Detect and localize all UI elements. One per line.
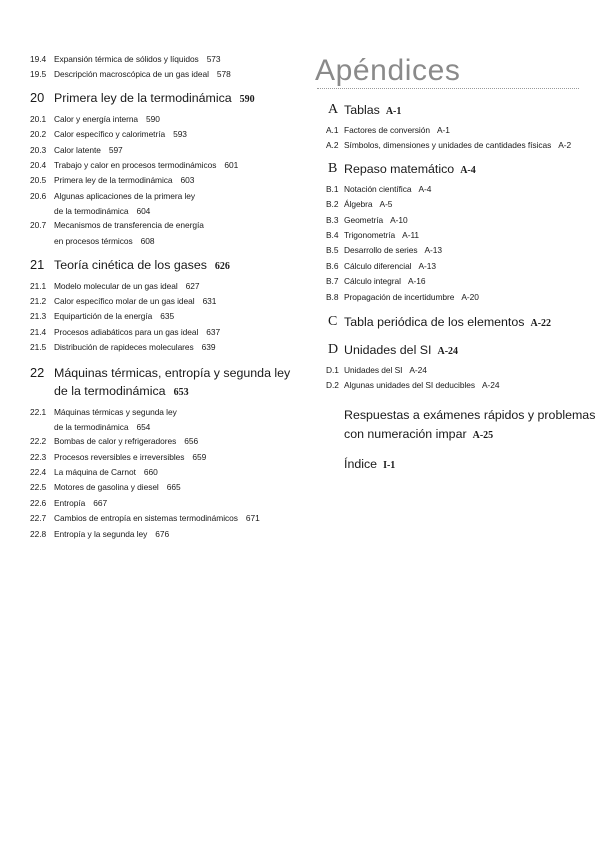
page-number: A-5 bbox=[379, 199, 393, 210]
appendix-page: A-24 bbox=[437, 346, 459, 358]
toc-entry[interactable] bbox=[317, 259, 579, 274]
section-title: Bombas de calor y refrigeradores bbox=[54, 436, 177, 447]
page-number: A-16 bbox=[407, 276, 426, 287]
section-title: Calor específico y calorimetría bbox=[54, 129, 166, 140]
toc-entry[interactable] bbox=[30, 189, 300, 218]
section-title: Notación científica bbox=[344, 183, 412, 194]
section-title: Máquinas térmicas y segunda ley bbox=[54, 406, 177, 417]
toc-entry[interactable] bbox=[317, 243, 579, 258]
page-number: 578 bbox=[216, 69, 231, 80]
page-number: A-1 bbox=[436, 125, 450, 135]
toc-entry[interactable] bbox=[30, 434, 300, 449]
section-title: Algunas aplicaciones de la primera ley bbox=[54, 190, 196, 201]
page-number: A-24 bbox=[482, 380, 500, 391]
section-number: 21.5 bbox=[30, 342, 47, 353]
page-number: 676 bbox=[155, 528, 170, 539]
section-number: 19.5 bbox=[30, 69, 47, 80]
page-number: 608 bbox=[140, 235, 155, 246]
index-page: I-1 bbox=[383, 459, 396, 471]
section-title: Motores de gasolina y diesel bbox=[54, 482, 159, 493]
page-number: 671 bbox=[245, 513, 260, 524]
chapter-page: 590 bbox=[239, 93, 255, 105]
toc-entry[interactable] bbox=[30, 465, 300, 480]
appendix-heading-d[interactable] bbox=[317, 341, 579, 361]
chapter-heading-20[interactable] bbox=[30, 89, 300, 109]
page-number: 627 bbox=[185, 280, 200, 291]
section-title: Trigonometría bbox=[344, 230, 396, 241]
toc-entry[interactable] bbox=[317, 274, 579, 289]
toc-entry[interactable] bbox=[30, 496, 300, 511]
section-title: Calor específico molar de un gas ideal bbox=[54, 296, 195, 307]
dotted-rule bbox=[317, 88, 579, 89]
section-number: D.1 bbox=[326, 365, 339, 376]
section-title-continued: de la termodinámica bbox=[54, 206, 129, 217]
chapter-heading-22[interactable] bbox=[30, 364, 300, 402]
page-number: A-24 bbox=[409, 365, 427, 376]
chapter-page: 626 bbox=[214, 260, 230, 272]
toc-entry[interactable] bbox=[30, 450, 300, 465]
toc-entry[interactable] bbox=[30, 143, 300, 158]
appendix-page: A-22 bbox=[530, 318, 552, 330]
toc-entry[interactable] bbox=[30, 405, 300, 434]
section-number: 20.2 bbox=[30, 129, 47, 140]
section-number: B.6 bbox=[326, 260, 339, 271]
toc-entry[interactable] bbox=[30, 340, 300, 355]
page-number: 573 bbox=[206, 54, 221, 64]
section-number: 20.7 bbox=[30, 220, 47, 231]
section-title: Unidades del SI bbox=[344, 365, 403, 376]
toc-left-column bbox=[30, 52, 300, 542]
section-title: Trabajo y calor en procesos termodinámicos bbox=[54, 160, 217, 171]
section-number: 21.2 bbox=[30, 296, 47, 307]
section-title: Modelo molecular de un gas ideal bbox=[54, 280, 178, 291]
toc-entry[interactable] bbox=[30, 480, 300, 495]
section-number: 22.1 bbox=[30, 406, 47, 417]
chapter-page: 653 bbox=[173, 386, 189, 398]
toc-entry[interactable] bbox=[317, 290, 579, 305]
appendix-title: Tabla periódica de los elementos bbox=[344, 315, 525, 330]
toc-entry[interactable] bbox=[30, 325, 300, 340]
toc-entry[interactable] bbox=[30, 527, 300, 542]
page-number: 601 bbox=[224, 160, 239, 171]
toc-entry[interactable] bbox=[317, 123, 579, 138]
section-number: 22.2 bbox=[30, 436, 47, 447]
toc-entry[interactable] bbox=[30, 112, 300, 127]
page-number: 604 bbox=[136, 206, 151, 217]
toc-entry[interactable] bbox=[317, 213, 579, 228]
page-number: 665 bbox=[166, 482, 181, 493]
answers-title: Respuestas a exámenes rápidos y problemas bbox=[344, 407, 596, 422]
page-number: A-11 bbox=[402, 230, 420, 241]
chapter-title: Máquinas térmicas, entropía y segunda ley bbox=[54, 365, 291, 380]
appendix-letter: A bbox=[328, 102, 339, 117]
page-number: 590 bbox=[146, 113, 160, 124]
page-number: 656 bbox=[184, 436, 199, 447]
appendix-heading-b[interactable] bbox=[317, 160, 579, 180]
answers-page: A-25 bbox=[472, 429, 494, 441]
page-number: 659 bbox=[192, 451, 207, 462]
section-number: B.2 bbox=[326, 199, 339, 210]
section-number: A.1 bbox=[326, 125, 339, 135]
page-number: A-20 bbox=[461, 291, 479, 302]
section-number: D.2 bbox=[326, 380, 339, 391]
toc-entry[interactable] bbox=[30, 218, 300, 247]
chapter-title: Primera ley de la termodinámica bbox=[54, 90, 232, 105]
section-number: B.7 bbox=[326, 276, 339, 287]
section-number: 22.7 bbox=[30, 513, 47, 524]
section-number: 21.3 bbox=[30, 311, 47, 322]
toc-right-column bbox=[315, 54, 596, 475]
page-number: A-2 bbox=[558, 140, 572, 151]
section-title: Cambios de entropía en sistemas termodinámicos bbox=[54, 513, 238, 524]
appendices-title: Apéndices bbox=[315, 54, 461, 87]
section-number: 22.3 bbox=[30, 451, 47, 462]
section-title: Entropía bbox=[54, 497, 86, 508]
page-number: A-13 bbox=[424, 245, 442, 256]
appendix-page: A-1 bbox=[385, 106, 402, 117]
page-number: A-10 bbox=[390, 214, 408, 225]
appendix-title: Unidades del SI bbox=[344, 343, 432, 358]
toc-entry[interactable] bbox=[317, 378, 579, 393]
section-title: Expansión térmica de sólidos y líquidos bbox=[54, 54, 199, 64]
section-number: 19.4 bbox=[30, 54, 47, 64]
section-title: Cálculo diferencial bbox=[344, 260, 412, 271]
section-number: 22.5 bbox=[30, 482, 47, 493]
chapter-number: 20 bbox=[30, 89, 45, 105]
section-title: Descripción macroscópica de un gas ideal bbox=[54, 69, 209, 80]
section-title: Calor latente bbox=[54, 144, 101, 155]
chapter-number: 22 bbox=[30, 364, 45, 380]
page-number: A-13 bbox=[418, 260, 436, 271]
section-title: Símbolos, dimensiones y unidades de cantidades físicas bbox=[344, 140, 552, 151]
section-number: B.3 bbox=[326, 214, 339, 225]
chapter-number: 21 bbox=[30, 256, 45, 272]
section-number: B.4 bbox=[326, 230, 339, 241]
section-title: Distribución de rapideces moleculares bbox=[54, 342, 194, 353]
chapter-title: Teoría cinética de los gases bbox=[54, 257, 207, 272]
toc-entry[interactable] bbox=[30, 173, 300, 188]
page-number: 593 bbox=[173, 129, 187, 140]
toc-entry[interactable] bbox=[30, 158, 300, 173]
section-number: B.8 bbox=[326, 291, 339, 302]
section-number: 22.4 bbox=[30, 466, 47, 477]
page-number: 631 bbox=[202, 296, 217, 307]
section-number: 21.4 bbox=[30, 326, 47, 337]
page-number: 667 bbox=[93, 497, 108, 508]
section-title-continued: de la termodinámica bbox=[54, 422, 129, 433]
section-number: 20.3 bbox=[30, 144, 47, 155]
index-title: Índice bbox=[344, 456, 378, 471]
page-number: 603 bbox=[180, 175, 195, 186]
toc-entry[interactable] bbox=[30, 511, 300, 526]
section-title: Mecanismos de transferencia de energía bbox=[54, 220, 204, 231]
page-number: 637 bbox=[206, 326, 221, 337]
section-title: Procesos adiabáticos para un gas ideal bbox=[54, 326, 199, 337]
section-title: Propagación de incertidumbre bbox=[344, 291, 455, 302]
answers-heading[interactable] bbox=[317, 406, 596, 445]
appendix-letter: D bbox=[328, 342, 339, 358]
page-number: 635 bbox=[160, 311, 175, 322]
section-title: Algunas unidades del SI deducibles bbox=[344, 380, 475, 391]
toc-entry[interactable] bbox=[30, 309, 300, 324]
section-title: Cálculo integral bbox=[344, 276, 401, 287]
appendix-letter: B bbox=[328, 160, 338, 176]
page-number: 597 bbox=[108, 144, 123, 155]
section-title: Calor y energía interna bbox=[54, 113, 139, 124]
section-title: Factores de conversión bbox=[344, 125, 430, 135]
section-number: 22.6 bbox=[30, 497, 47, 508]
page-number: 654 bbox=[136, 422, 151, 433]
index-heading[interactable] bbox=[317, 455, 579, 475]
section-number: 20.6 bbox=[30, 190, 47, 201]
toc-entry[interactable] bbox=[317, 182, 579, 197]
section-title: Entropía y la segunda ley bbox=[54, 528, 148, 539]
section-title: Equipartición de la energía bbox=[54, 311, 153, 322]
page-number: 639 bbox=[201, 342, 216, 353]
appendix-title: Repaso matemático bbox=[344, 161, 455, 176]
section-number: 21.1 bbox=[30, 280, 47, 291]
section-number: 20.1 bbox=[30, 113, 47, 124]
toc-entry[interactable] bbox=[317, 138, 579, 153]
appendix-page: A-4 bbox=[460, 164, 476, 176]
section-title: Procesos reversibles e irreversibles bbox=[54, 451, 185, 462]
page-number: 660 bbox=[143, 466, 158, 477]
chapter-heading-21[interactable] bbox=[30, 256, 300, 276]
toc-entry[interactable] bbox=[30, 127, 300, 142]
section-title: La máquina de Carnot bbox=[54, 466, 136, 477]
section-number: 20.4 bbox=[30, 160, 47, 171]
section-title: Álgebra bbox=[344, 199, 373, 210]
appendix-heading-a[interactable] bbox=[317, 101, 579, 121]
appendix-heading-c[interactable] bbox=[317, 313, 579, 333]
chapter-title-continued: de la termodinámica bbox=[54, 383, 166, 398]
appendix-title: Tablas bbox=[344, 103, 380, 117]
section-title: Primera ley de la termodinámica bbox=[54, 175, 173, 186]
toc-entry[interactable] bbox=[30, 294, 300, 309]
toc-entry[interactable] bbox=[30, 279, 300, 294]
page-number: A-4 bbox=[418, 183, 432, 194]
section-number: B.5 bbox=[326, 245, 339, 256]
toc-entry[interactable] bbox=[317, 228, 579, 243]
toc-entry[interactable] bbox=[30, 67, 300, 82]
toc-entry[interactable] bbox=[30, 52, 300, 67]
appendix-letter: C bbox=[328, 314, 338, 330]
section-number: A.2 bbox=[326, 140, 339, 151]
section-number: 22.8 bbox=[30, 528, 47, 539]
section-number: B.1 bbox=[326, 183, 339, 194]
section-number: 20.5 bbox=[30, 175, 47, 186]
answers-title-continued: con numeración impar bbox=[344, 426, 467, 441]
section-title: Desarrollo de series bbox=[344, 245, 418, 256]
toc-entry[interactable] bbox=[317, 363, 579, 378]
section-title-continued: en procesos térmicos bbox=[54, 235, 133, 246]
toc-entry[interactable] bbox=[317, 197, 579, 212]
section-title: Geometría bbox=[344, 214, 384, 225]
